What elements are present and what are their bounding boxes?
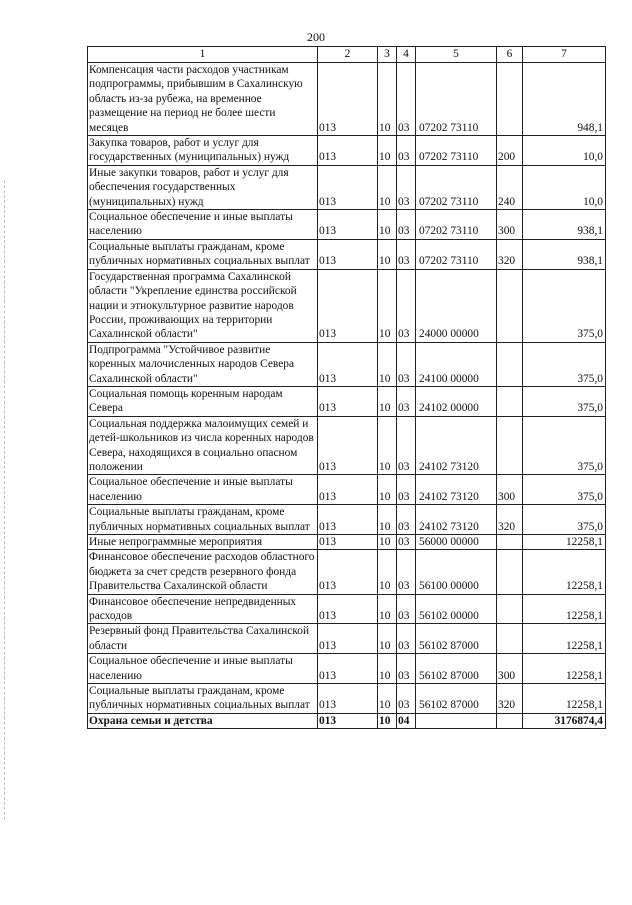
row-grbs: 013 (318, 210, 378, 240)
header-col-1: 1 (88, 47, 318, 63)
row-name: Государственная программа Сахалинской области "Укрепление единства российской нации и этнокультурное развитие народов России, проживающих на территории Сахалинской области" (88, 269, 318, 342)
table-row (88, 210, 606, 240)
row-grbs: 013 (318, 342, 378, 386)
row-grbs: 013 (318, 654, 378, 684)
row-name: Финансовое обеспечение непредвиденных расходов (88, 594, 318, 624)
row-amount: 12258,1 (523, 550, 606, 594)
table-row (88, 594, 606, 624)
row-name: Компенсация части расходов участникам подпрограммы, прибывшим в Сахалинскую область из-за рубежа, на временное размещение на период не более шести месяцев (88, 63, 318, 136)
row-grbs: 013 (318, 386, 378, 416)
row-target-article (416, 713, 497, 728)
row-amount: 375,0 (523, 269, 606, 342)
row-target-article: 24102 00000 (416, 386, 497, 416)
row-subsection: 03 (397, 210, 416, 240)
row-section: 10 (378, 594, 397, 624)
row-grbs: 013 (318, 136, 378, 166)
row-subsection: 03 (397, 550, 416, 594)
row-grbs: 013 (318, 535, 378, 550)
row-target-article: 56000 00000 (416, 535, 497, 550)
row-name: Резервный фонд Правительства Сахалинской области (88, 624, 318, 654)
row-target-article: 07202 73110 (416, 210, 497, 240)
table-row (88, 342, 606, 386)
row-expense-type (497, 624, 523, 654)
table-row (88, 535, 606, 550)
table-row (88, 165, 606, 209)
row-target-article: 07202 73110 (416, 136, 497, 166)
row-grbs: 013 (318, 594, 378, 624)
row-name: Социальные выплаты гражданам, кроме публичных нормативных социальных выплат (88, 505, 318, 535)
row-amount: 3176874,4 (523, 713, 606, 728)
row-subsection: 03 (397, 165, 416, 209)
row-name: Иные непрограммные мероприятия (88, 535, 318, 550)
row-grbs: 013 (318, 550, 378, 594)
row-amount: 375,0 (523, 386, 606, 416)
table-row (88, 416, 606, 475)
row-section: 10 (378, 535, 397, 550)
row-grbs: 013 (318, 63, 378, 136)
row-section: 10 (378, 684, 397, 714)
row-expense-type (497, 342, 523, 386)
row-amount: 948,1 (523, 63, 606, 136)
table-row (88, 624, 606, 654)
row-name: Охрана семьи и детства (88, 713, 318, 728)
row-name: Подпрограмма "Устойчивое развитие коренных малочисленных народов Севера Сахалинской области" (88, 342, 318, 386)
row-grbs: 013 (318, 269, 378, 342)
row-target-article: 07202 73110 (416, 239, 497, 269)
row-amount: 12258,1 (523, 684, 606, 714)
budget-table (87, 46, 606, 729)
row-name: Социальные выплаты гражданам, кроме публичных нормативных социальных выплат (88, 239, 318, 269)
table-row-total (88, 713, 606, 728)
row-amount: 375,0 (523, 505, 606, 535)
row-section: 10 (378, 386, 397, 416)
row-section: 10 (378, 713, 397, 728)
row-section: 10 (378, 342, 397, 386)
row-target-article: 56100 00000 (416, 550, 497, 594)
row-subsection: 04 (397, 713, 416, 728)
row-expense-type (497, 269, 523, 342)
row-expense-type: 320 (497, 684, 523, 714)
row-section: 10 (378, 63, 397, 136)
binding-marks (4, 180, 11, 820)
header-col-3: 3 (378, 47, 397, 63)
row-target-article: 24000 00000 (416, 269, 497, 342)
row-amount: 10,0 (523, 165, 606, 209)
row-name: Социальное обеспечение и иные выплаты населению (88, 654, 318, 684)
row-name: Финансовое обеспечение расходов областного бюджета за счет средств резервного фонда Правительства Сахалинской области (88, 550, 318, 594)
row-grbs: 013 (318, 684, 378, 714)
row-amount: 375,0 (523, 342, 606, 386)
row-target-article: 24102 73120 (416, 416, 497, 475)
row-amount: 12258,1 (523, 624, 606, 654)
row-subsection: 03 (397, 416, 416, 475)
row-section: 10 (378, 269, 397, 342)
row-grbs: 013 (318, 416, 378, 475)
row-target-article: 24102 73120 (416, 505, 497, 535)
table-row (88, 239, 606, 269)
row-subsection: 03 (397, 535, 416, 550)
row-target-article: 07202 73110 (416, 63, 497, 136)
row-target-article: 07202 73110 (416, 165, 497, 209)
row-name: Социальное обеспечение и иные выплаты населению (88, 475, 318, 505)
row-expense-type (497, 416, 523, 475)
header-row (88, 47, 606, 63)
row-section: 10 (378, 505, 397, 535)
row-subsection: 03 (397, 624, 416, 654)
row-expense-type (497, 594, 523, 624)
row-amount: 938,1 (523, 239, 606, 269)
row-grbs: 013 (318, 505, 378, 535)
row-section: 10 (378, 654, 397, 684)
row-target-article: 56102 87000 (416, 654, 497, 684)
table-row (88, 63, 606, 136)
row-target-article: 56102 87000 (416, 624, 497, 654)
row-grbs: 013 (318, 624, 378, 654)
table-row (88, 475, 606, 505)
row-expense-type (497, 535, 523, 550)
row-name: Социальная поддержка малоимущих семей и детей-школьников из числа коренных народов Севера, находящихся в социально опасном положении (88, 416, 318, 475)
row-subsection: 03 (397, 386, 416, 416)
row-subsection: 03 (397, 63, 416, 136)
row-amount: 10,0 (523, 136, 606, 166)
row-subsection: 03 (397, 654, 416, 684)
row-amount: 12258,1 (523, 654, 606, 684)
table-row (88, 550, 606, 594)
row-amount: 12258,1 (523, 594, 606, 624)
row-amount: 375,0 (523, 416, 606, 475)
row-section: 10 (378, 239, 397, 269)
row-expense-type: 240 (497, 165, 523, 209)
header-col-7: 7 (523, 47, 606, 63)
row-expense-type: 300 (497, 654, 523, 684)
row-amount: 12258,1 (523, 535, 606, 550)
row-grbs: 013 (318, 713, 378, 728)
table-row (88, 386, 606, 416)
row-section: 10 (378, 210, 397, 240)
row-subsection: 03 (397, 475, 416, 505)
row-grbs: 013 (318, 239, 378, 269)
header-col-5: 5 (416, 47, 497, 63)
table-row (88, 505, 606, 535)
row-expense-type: 300 (497, 475, 523, 505)
row-subsection: 03 (397, 136, 416, 166)
row-section: 10 (378, 624, 397, 654)
row-grbs: 013 (318, 475, 378, 505)
row-target-article: 56102 87000 (416, 684, 497, 714)
table-row (88, 269, 606, 342)
row-name: Социальная помощь коренным народам Севера (88, 386, 318, 416)
row-amount: 938,1 (523, 210, 606, 240)
table-row (88, 654, 606, 684)
row-name: Закупка товаров, работ и услуг для государственных (муниципальных) нужд (88, 136, 318, 166)
header-col-6: 6 (497, 47, 523, 63)
row-name: Иные закупки товаров, работ и услуг для обеспечения государственных (муниципальных) нужд (88, 165, 318, 209)
row-subsection: 03 (397, 342, 416, 386)
row-expense-type: 300 (497, 210, 523, 240)
row-expense-type: 320 (497, 239, 523, 269)
row-subsection: 03 (397, 594, 416, 624)
row-section: 10 (378, 136, 397, 166)
table-row (88, 684, 606, 714)
row-subsection: 03 (397, 239, 416, 269)
row-subsection: 03 (397, 684, 416, 714)
row-subsection: 03 (397, 505, 416, 535)
header-col-2: 2 (318, 47, 378, 63)
row-section: 10 (378, 416, 397, 475)
row-section: 10 (378, 550, 397, 594)
row-grbs: 013 (318, 165, 378, 209)
page-number: 200 (307, 30, 325, 44)
table-row (88, 136, 606, 166)
row-name: Социальные выплаты гражданам, кроме публичных нормативных социальных выплат (88, 684, 318, 714)
row-section: 10 (378, 475, 397, 505)
table-body (88, 63, 606, 729)
row-amount: 375,0 (523, 475, 606, 505)
row-expense-type (497, 713, 523, 728)
row-expense-type: 320 (497, 505, 523, 535)
row-target-article: 24100 00000 (416, 342, 497, 386)
row-expense-type (497, 386, 523, 416)
row-section: 10 (378, 165, 397, 209)
row-subsection: 03 (397, 269, 416, 342)
row-target-article: 24102 73120 (416, 475, 497, 505)
row-name: Социальное обеспечение и иные выплаты населению (88, 210, 318, 240)
header-col-4: 4 (397, 47, 416, 63)
row-expense-type (497, 550, 523, 594)
row-target-article: 56102 00000 (416, 594, 497, 624)
row-expense-type (497, 63, 523, 136)
row-expense-type: 200 (497, 136, 523, 166)
